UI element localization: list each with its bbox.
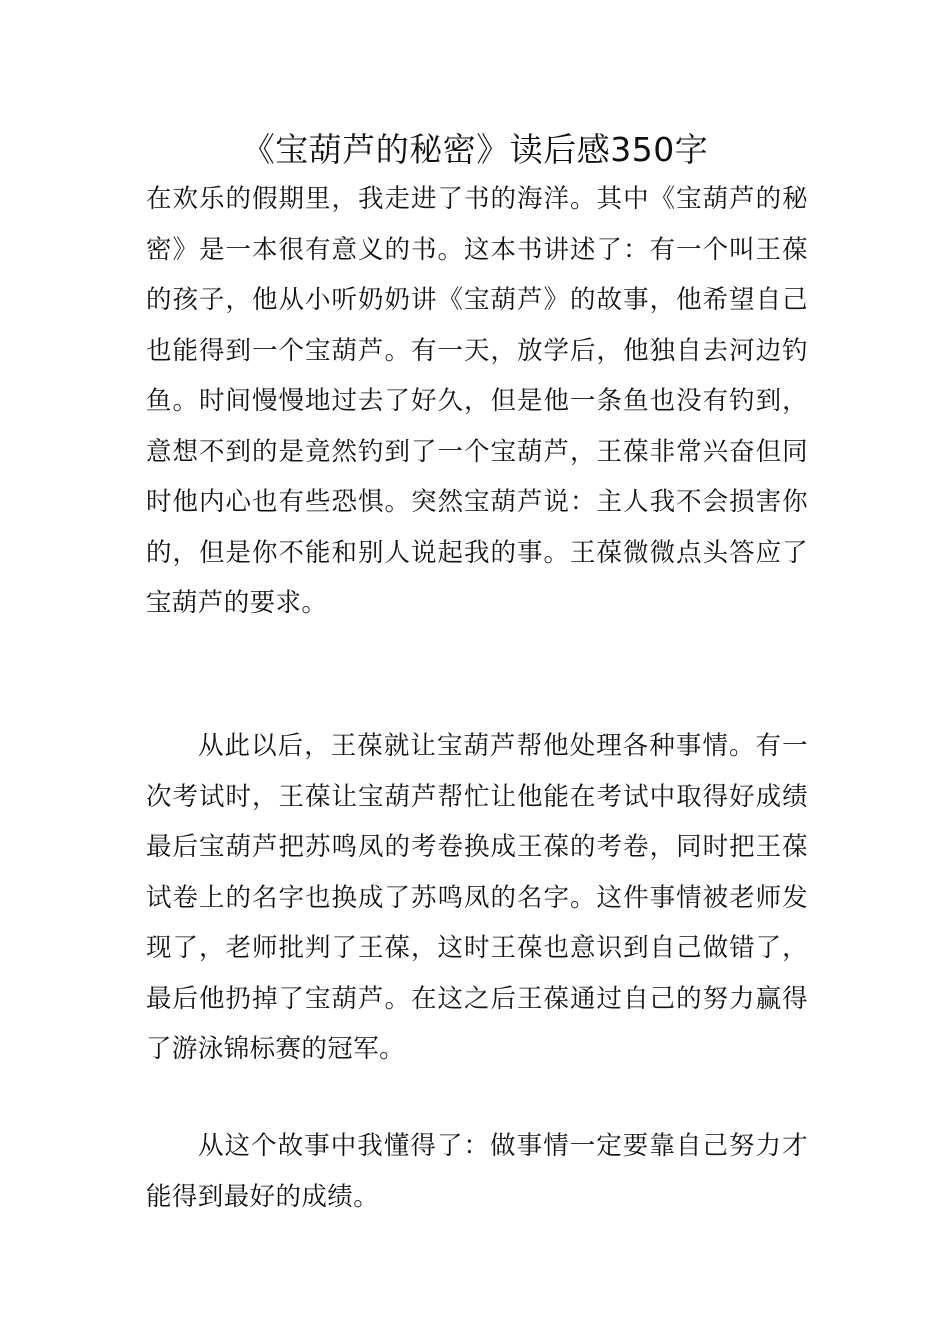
- paragraph-2: 从此以后，王葆就让宝葫芦帮他处理各种事情。有一次考试时，王葆让宝葫芦帮忙让他能在考试中取得好成绩最后宝葫芦把苏鸣凤的考卷换成王葆的考卷，同时把王葆试卷上的名字也换成了苏鸣凤的名字。这件事情被老师发现了，老师批判了王葆，这时王葆也意识到自己做错了，最后他扔掉了宝葫芦。在这之后王葆通过自己的努力赢得了游泳锦标赛的冠军。: [146, 731, 808, 1064]
- paragraph-3: 从这个故事中我懂得了：做事情一定要靠自己努力才能得到最好的成绩。: [146, 1131, 808, 1212]
- paragraph-1: 在欢乐的假期里，我走进了书的海洋。其中《宝葫芦的秘密》是一本很有意义的书。这本书讲述了：有一个叫王葆的孩子，他从小听奶奶讲《宝葫芦》的故事，他希望自己也能得到一个宝葫芦。有一天，放学后，他独自去河边钓鱼。时间慢慢地过去了好久，但是他一条鱼也没有钓到，意想不到的是竟然钓到了一个宝葫芦，王葆非常兴奋但同时他内心也有些恐惧。突然宝葫芦说：主人我不会损害你的，但是你不能和别人说起我的事。王葆微微点头答应了宝葫芦的要求。: [146, 184, 808, 618]
- document-title: 《宝葫芦的秘密》读后感350字: [241, 130, 709, 169]
